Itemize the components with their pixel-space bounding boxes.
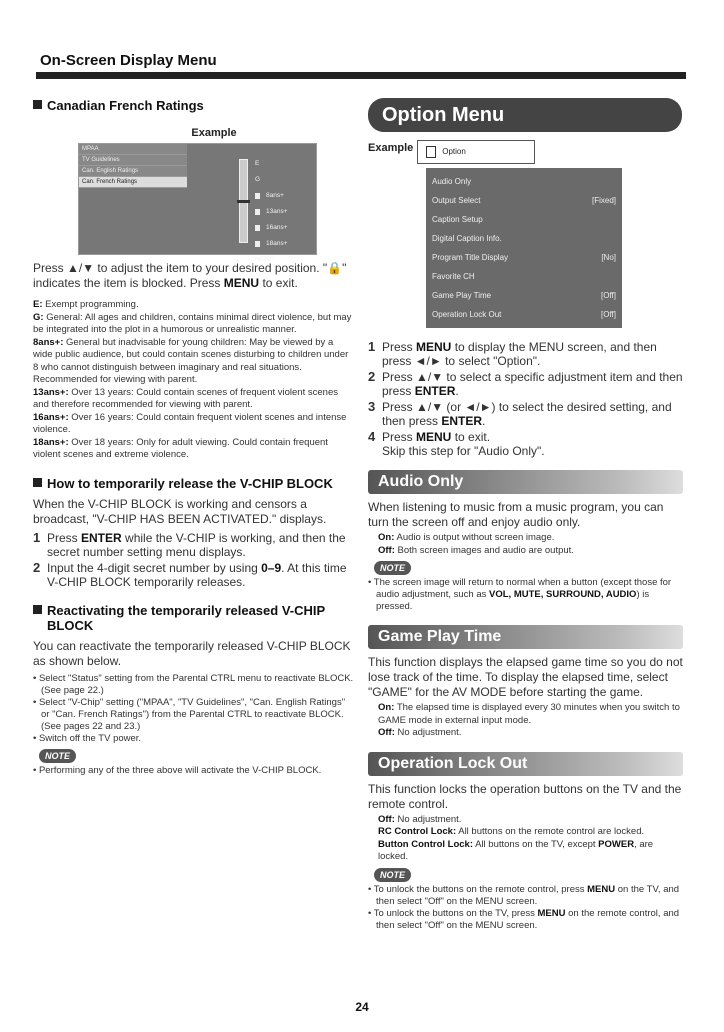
option-item[interactable]: Audio Only xyxy=(432,177,472,186)
game-play-intro: This function displays the elapsed game time so you do not lose track of the time. To display the elapsed time, select "GAME" for the AV MODE before starting the game. xyxy=(368,655,683,699)
example-label: Example xyxy=(191,127,237,139)
note-item: • To unlock the buttons on the remote control, press MENU on the TV, and then select "Off" on the MENU screen. xyxy=(368,883,680,907)
lock-out-intro: This function locks the operation buttons on the TV and the remote control. xyxy=(368,781,682,811)
bullet-square xyxy=(33,605,42,614)
page-header: On-Screen Display Menu xyxy=(40,52,217,69)
canadian-title: Canadian French Ratings xyxy=(33,98,355,113)
temporarily-intro: When the V-CHIP BLOCK is working and censors a broadcast, "V-CHIP HAS BEEN ACTIVATED." displays. xyxy=(33,496,327,526)
option-example xyxy=(368,140,683,164)
reactivating-intro: You can reactivate the temporarily released V-CHIP BLOCK as shown below. xyxy=(33,638,351,668)
def-item: 16ans+: Over 16 years: Could contain frequent violent scenes and intense violence. xyxy=(33,411,347,435)
menu-item[interactable]: Can. English Ratings xyxy=(79,166,187,177)
rating-list xyxy=(255,156,310,268)
step-item: 3 Press ▲/▼ (or ◄/►) to select the desired setting, and then press ENTER. xyxy=(368,399,672,428)
bullet-item: • Select "V-Chip" setting ("MPAA", "TV Guidelines", "Can. English Ratings" or "Can. French Ratings") from the Parental CTRL to reactivate BLOCK. (See pages 22 and 23.) xyxy=(33,696,346,732)
note-item: • To unlock the buttons on the TV, press MENU on the remote control, and then select "Off" on the MENU screen. xyxy=(368,907,680,931)
rating-item: G xyxy=(255,176,261,183)
lock-icon xyxy=(255,241,260,247)
bullet-square xyxy=(33,478,42,487)
def-item: E: Exempt programming. xyxy=(33,299,139,310)
note-badge: NOTE xyxy=(374,868,411,882)
header-rule xyxy=(36,72,686,79)
menu-item-selected[interactable]: Can. French Ratings xyxy=(79,177,187,188)
rating-item: 8ans+ xyxy=(255,188,310,204)
note-badge: NOTE xyxy=(374,561,411,575)
option-item[interactable]: Program Title Display [No] xyxy=(432,253,616,262)
reactivating-note xyxy=(33,765,355,777)
rating-slider[interactable] xyxy=(239,159,248,243)
rating-item: 16ans+ xyxy=(255,220,310,236)
note-item: • Performing any of the three above will activate the V-CHIP BLOCK. xyxy=(33,764,322,776)
lock-icon xyxy=(255,209,260,215)
option-icon xyxy=(426,146,436,158)
example-label: Example xyxy=(368,142,414,154)
ratings-example-screen xyxy=(78,143,317,263)
rating-item: E xyxy=(255,160,260,167)
page-number: 24 xyxy=(355,1000,369,1014)
option-steps xyxy=(368,340,683,458)
rating-definitions xyxy=(33,299,355,462)
bullet-item: • Switch off the TV power. xyxy=(33,732,142,744)
ratings-menu xyxy=(79,144,187,188)
canadian-intro: Press ▲/▼ to adjust the item to your desired position. "🔒" indicates the item is blocked. Press MENU to exit. xyxy=(33,261,347,290)
option-menu-banner: Option Menu xyxy=(368,98,682,132)
option-item[interactable]: Operation Lock Out [Off] xyxy=(432,310,616,319)
menu-item[interactable]: TV Guidelines xyxy=(79,155,187,166)
def-item: 18ans+: Over 18 years: Only for adult viewing. Could contain frequent violent scenes and extreme violence. xyxy=(33,436,328,460)
game-play-options: On: The elapsed time is displayed every 30 minutes when you switch to GAME mode in external input mode. Off: No adjustment. xyxy=(378,702,680,738)
option-item[interactable]: Digital Caption Info. xyxy=(432,234,502,243)
slider-handle[interactable] xyxy=(237,200,250,203)
option-item[interactable]: Game Play Time [Off] xyxy=(432,291,616,300)
audio-only-banner: Audio Only xyxy=(368,470,683,494)
step-item: 2 Press ▲/▼ to select a specific adjustment item and then press ENTER. xyxy=(368,369,683,398)
option-item[interactable]: Caption Setup xyxy=(432,215,483,224)
lock-icon xyxy=(255,225,260,231)
audio-only-intro: When listening to music from a music program, you can turn the screen off and enjoy audio only. xyxy=(368,500,664,529)
option-menu-screen xyxy=(426,168,622,328)
bullet-item: • Select "Status" setting from the Parental CTRL menu to reactivate BLOCK. (See page 22.) xyxy=(33,672,354,696)
def-item: 8ans+: General but inadvisable for young children: May be viewed by a wide public audience, but could contain scenes disturbing to children under 8 who cannot distinguish between imaginary and real situations. Recommended for viewing with parent. xyxy=(33,336,349,385)
bullet-square xyxy=(33,100,42,109)
right-column xyxy=(368,98,683,932)
left-column xyxy=(33,98,355,777)
temporarily-steps xyxy=(33,531,355,589)
audio-only-note xyxy=(368,577,683,613)
option-item[interactable]: Output Select [Fixed] xyxy=(432,196,616,205)
reactivating-title: Reactivating the temporarily released V-CHIP BLOCK xyxy=(33,603,355,633)
step-item: 4 Press MENU to exit. Skip this step for "Audio Only". xyxy=(368,429,545,458)
audio-only-options: On: Audio is output without screen image. Off: Both screen images and audio are output. xyxy=(378,532,574,556)
step-item: 2 Input the 4-digit secret number by using 0–9. At this time V-CHIP BLOCK temporarily releases. xyxy=(33,559,347,589)
temporarily-title: How to temporarily release the V-CHIP BLOCK xyxy=(33,476,355,491)
rating-item: 13ans+ xyxy=(255,204,310,220)
rating-item: 18ans+ xyxy=(255,236,310,252)
reactivating-bullets xyxy=(33,673,355,745)
step-item: 1 Press MENU to display the MENU screen, and then press ◄/► to select "Option". xyxy=(368,339,657,368)
note-item: • The screen image will return to normal when a button (except those for audio adjustment, such as VOL, MUTE, SURROUND, AUDIO) is pressed. xyxy=(368,577,672,612)
rating-item: NONE xyxy=(255,256,274,263)
lock-out-options: Off: No adjustment. RC Control Lock: All buttons on the remote control are locked. Button Control Lock: All buttons on the TV, except POWER, are locked. xyxy=(378,813,654,862)
option-header: Option xyxy=(417,140,535,164)
lock-out-notes xyxy=(368,884,683,932)
game-play-banner: Game Play Time xyxy=(368,625,683,649)
menu-item[interactable]: MPAA xyxy=(79,144,187,155)
option-item[interactable]: Favorite CH xyxy=(432,272,475,281)
lock-out-banner: Operation Lock Out xyxy=(368,752,683,776)
note-badge: NOTE xyxy=(39,749,76,763)
step-item: 1 Press ENTER while the V-CHIP is working, and then the secret number setting menu displays. xyxy=(33,529,346,559)
lock-icon xyxy=(255,193,260,199)
def-item: 13ans+: Over 13 years: Could contain scenes of frequent violent scenes and therefore recommended for viewing with parent. xyxy=(33,386,338,410)
def-item: G: General: All ages and children, contains minimal direct violence, but may be integrated into the plot in a humorous or unrealistic manner. xyxy=(33,311,352,335)
